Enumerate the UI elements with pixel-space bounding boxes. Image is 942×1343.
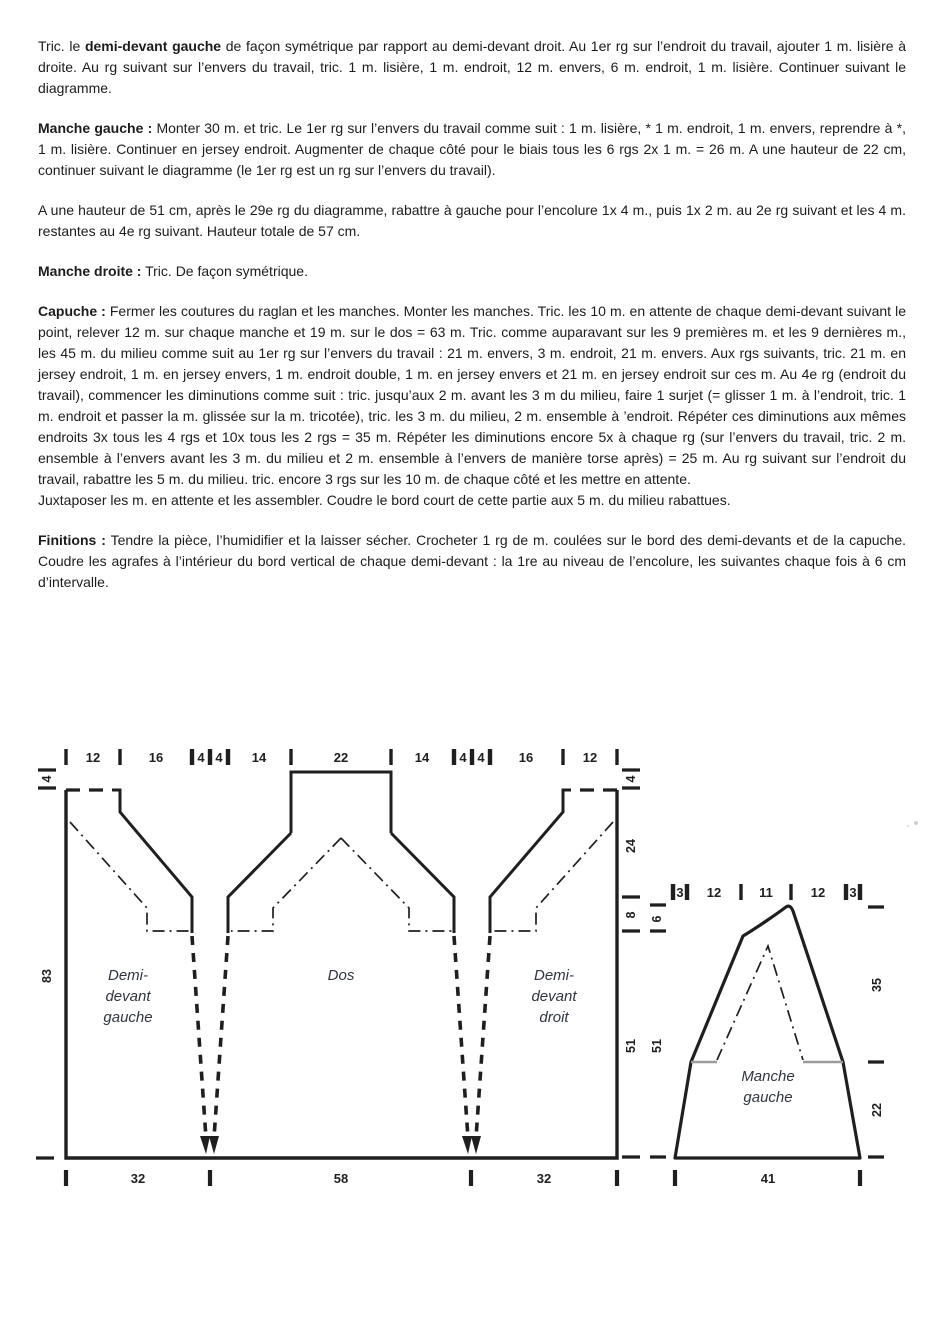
body-schematic (36, 749, 640, 1186)
paragraph-hauteur (38, 200, 906, 242)
measurement-label: 4 (215, 750, 223, 765)
sleeve-outline (675, 906, 860, 1158)
dart-arrowhead (209, 1136, 219, 1154)
measurement-label-rotated: 24 (624, 839, 638, 853)
paragraph-text: Fermer les coutures du raglan et les manches. Monter les manches. Tric. les 10 m. en attente de chaque demi-devant suivant le point, relever 12 m. sur chaque manche et 19 m. sur le dos = 63 m. Tric. comme auparavant sur les 9 premières m. et les 9 dernières m., les 45 m. du milieu comme suit au 1er rg sur l’envers du travail : 21 m. envers, 3 m. endroit, 21 m. envers. Aux rgs suivants, tric. 21 m. en jersey endroit, 1 m. en jersey envers, 1 m. endroit double, 1 m. en jersey envers et 21 m. en jersey endroit sur ces m. Au 4e rg (endroit du travail), commencer les diminutions comme suit : tric. jusqu’aux 2 m. avant les 3 m du milieu, faire 1 surjet (= glisser 1 m. à l’endroit, tric. 1 m. endroit et passer la m. glissée sur la m. tricotée), tric. les 3 m. du milieu, 2 m. ensemble à ’endroit. Répéter ces diminutions aux mêmes endroits 3x tous les 4 rgs et 10x tous les 2 rgs = 35 m. Répéter les diminutions encore 5x à chaque rg (sur l’envers du travail, tric. 2 m. ensemble à l’envers avant les 3 m. du milieu et 2 m. ensemble à l’envers de manière torse après) = 25 m. Au rg suivant sur l’endroit du travail, rabattre les 5 m. du milieu. tric. encore 3 rgs sur les 10 m. de chaque côté et les mettre en attente. (38, 303, 906, 487)
measurement-label-rotated: 4 (624, 775, 638, 783)
measurement-label: 12 (85, 750, 101, 765)
measurement-label-rotated: 8 (624, 911, 638, 919)
tick-marks-left (650, 905, 666, 1157)
measurement-label: 12 (706, 885, 722, 900)
paragraph-text: Tric. De façon symétrique. (141, 263, 308, 279)
measurement-label: 16 (148, 750, 164, 765)
tick-marks-right (622, 770, 640, 1157)
section-heading-manche-droite: Manche droite : (38, 263, 142, 279)
measurement-label-rotated: 6 (650, 915, 664, 923)
measurement-label: 11 (759, 885, 773, 900)
paragraph-text: Tendre la pièce, l’humidifier et la laisser sécher. Crocheter 1 rg de m. coulées sur le bord des demi-devants et de la capuche. Coudre les agrafes à l’intérieur du bord vertical de chaque demi-devant : la 1re au niveau de l’encolure, les suivantes chaque fois à 6 cm d’intervalle. (38, 532, 906, 590)
measurement-label: 14 (251, 750, 267, 765)
measurement-label: 4 (197, 750, 205, 765)
tick-marks-right (868, 907, 884, 1157)
piece-label-manche-gauche: gauche (743, 1089, 793, 1106)
measurement-label-rotated: 4 (40, 775, 54, 783)
piece-label-demi-devant-droit: devant (531, 988, 577, 1005)
sleeve-schematic (650, 884, 884, 1186)
paragraph-capuche-suite (38, 490, 906, 511)
measurement-label: 3 (849, 885, 857, 900)
measurement-label: 32 (130, 1171, 146, 1186)
dart-arrowhead (462, 1136, 472, 1154)
pattern-instructions (38, 36, 906, 593)
scan-artifact (907, 821, 918, 827)
paragraph-capuche (38, 301, 906, 490)
dart-arrowhead (471, 1136, 481, 1154)
measurement-label: 3 (676, 885, 684, 900)
measurement-label: 22 (333, 750, 349, 765)
measurement-label: 12 (810, 885, 826, 900)
paragraph-text: Tric. le (38, 38, 85, 54)
piece-label-demi-devant-gauche: Demi- (108, 967, 148, 984)
dart-arrowhead (200, 1136, 210, 1154)
measurement-label: 4 (477, 750, 485, 765)
paragraph-demi-devant-gauche (38, 36, 906, 99)
measurement-label-rotated: 22 (870, 1103, 884, 1117)
paragraph-text: A une hauteur de 51 cm, après le 29e rg du diagramme, rabattre à gauche pour l’encolure 1x 4 m., puis 1x 2 m. au 2e rg suivant et les 4 m. restantes au 4e rg suivant. Hauteur totale de 57 cm. (38, 202, 906, 239)
fold-dashdot-lines (70, 822, 613, 931)
measurement-label: 16 (518, 750, 534, 765)
tick-marks-left (36, 770, 56, 1158)
measurement-label: 14 (414, 750, 430, 765)
measurement-label-rotated: 51 (624, 1039, 638, 1053)
measurement-label: 41 (760, 1171, 776, 1186)
front-left-raglan-edge (112, 790, 192, 933)
schematic-diagram (0, 730, 942, 1343)
measurement-label: 4 (459, 750, 467, 765)
measurement-label: 58 (333, 1171, 349, 1186)
piece-label-dos: Dos (327, 967, 355, 984)
section-heading-finitions: Finitions : (38, 532, 106, 548)
paragraph-text: Monter 30 m. et tric. Le 1er rg sur l’envers du travail comme suit : 1 m. lisière, * 1 m. endroit, 1 m. envers, reprendre à *, 1 m. lisière. Continuer en jersey endroit. Augmenter de chaque côté pour le biais tous les 6 rgs 2x 1 m. = 26 m. A une hauteur de 22 cm, continuer suivant le diagramme (le 1er rg est un rg sur l’envers du travail). (38, 120, 906, 178)
inline-heading-demi-devant-gauche: demi-devant gauche (84, 38, 222, 54)
paragraph-text: Juxtaposer les m. en attente et les assembler. Coudre le bord court de cette partie aux 5 m. du milieu rabattues. (38, 492, 731, 508)
front-right-raglan-edge (490, 790, 571, 933)
measurement-label-rotated: 35 (870, 978, 884, 992)
measurement-label: 32 (536, 1171, 552, 1186)
sleeve-fold-dashdot-line (717, 946, 803, 1060)
paragraph-manche-droite (38, 261, 906, 282)
piece-label-demi-devant-droit: Demi- (534, 967, 574, 984)
measurement-label: 12 (582, 750, 598, 765)
section-heading-capuche: Capuche : (38, 303, 106, 319)
section-heading-manche-gauche: Manche gauche : (38, 120, 153, 136)
paragraph-text: de façon symétrique par rapport au demi-devant droit. Au 1er rg sur l’endroit du travail, ajouter 1 m. lisière à droite. Au rg suivant sur l’envers du travail, tric. 1 m. lisière, 1 m. endroit, 12 m. envers, 6 m. endroit, 1 m. lisière. Continuer suivant le diagramme. (38, 38, 906, 96)
back-neck-and-raglan-edge (228, 772, 454, 933)
paragraph-finitions (38, 530, 906, 593)
piece-label-manche-gauche: Manche (741, 1068, 795, 1085)
measurement-label-rotated: 83 (40, 969, 54, 983)
measurement-label-rotated: 51 (650, 1039, 664, 1053)
paragraph-manche-gauche (38, 118, 906, 181)
piece-label-demi-devant-gauche: devant (105, 988, 151, 1005)
piece-label-demi-devant-gauche: gauche (103, 1009, 153, 1026)
piece-label-demi-devant-droit: droit (539, 1009, 569, 1026)
